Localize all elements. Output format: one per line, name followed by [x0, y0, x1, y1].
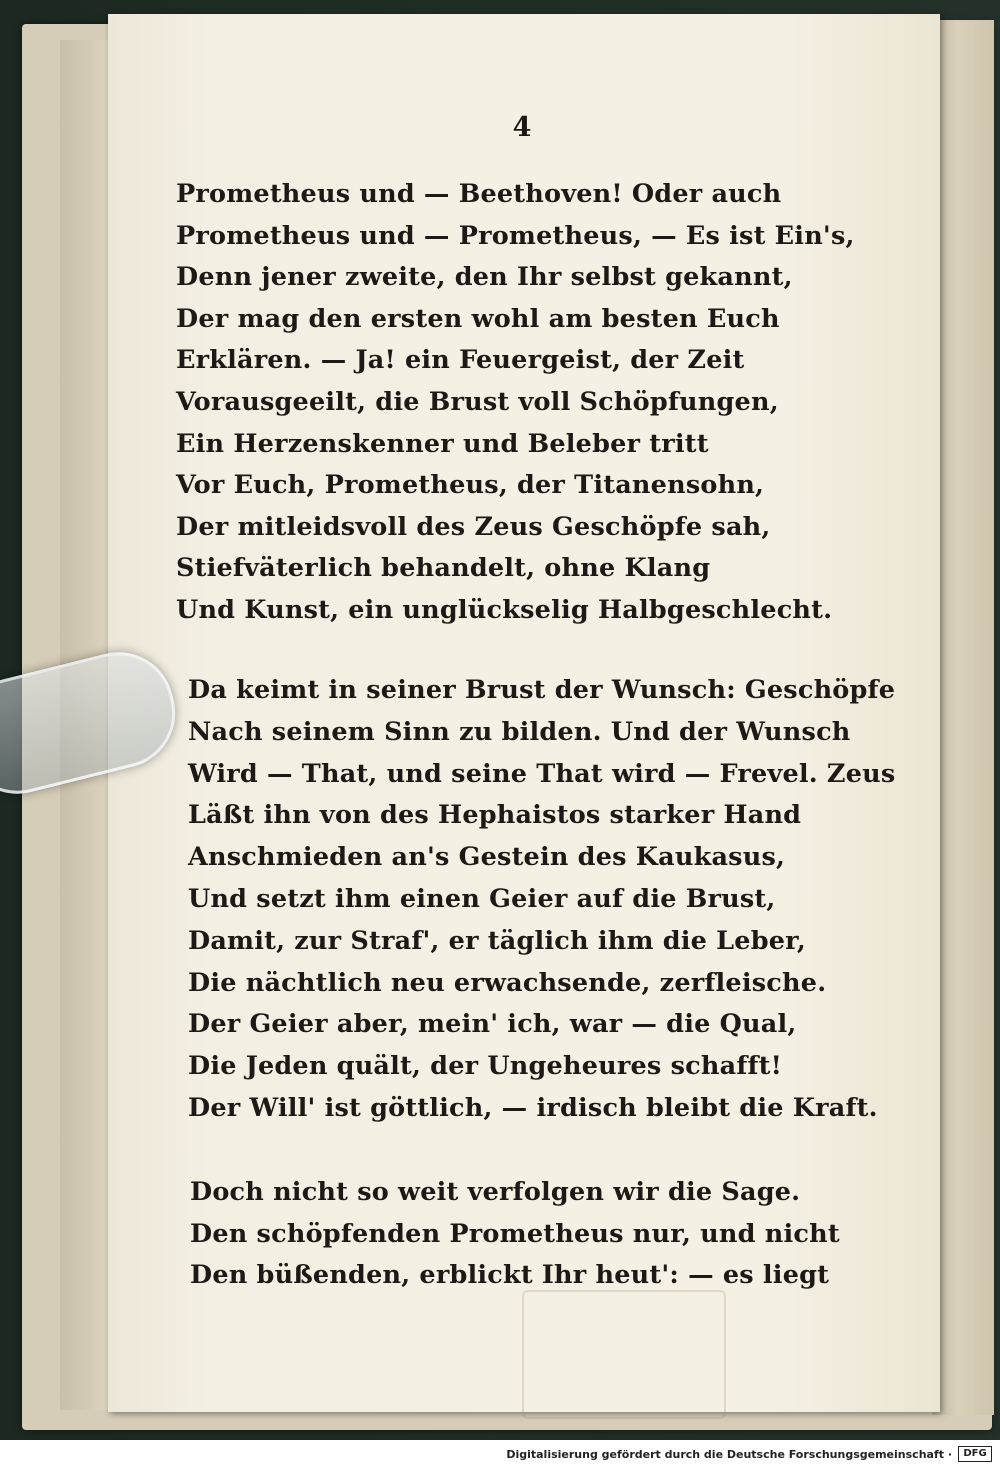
verse-line: Der mag den ersten wohl am besten Euch	[176, 303, 780, 334]
facing-leaf	[932, 20, 994, 1415]
verse-line: Stiefväterlich behandelt, ohne Klang	[176, 553, 711, 584]
verse-line: Und setzt ihm einen Geier auf die Brust,	[188, 883, 776, 914]
verse-line: Den schöpfenden Prometheus nur, und nicht	[190, 1218, 840, 1249]
verse-line: Denn jener zweite, den Ihr selbst gekannt,	[176, 262, 793, 293]
stanza-3	[190, 1172, 840, 1297]
verse-line: Und Kunst, ein unglückselig Halbgeschlecht.	[176, 594, 833, 625]
verse-line: Prometheus und — Prometheus, — Es ist Ein's,	[176, 220, 855, 251]
verse-line: Die nächtlich neu erwachsende, zerfleische.	[188, 967, 827, 998]
verse-line: Der Geier aber, mein' ich, war — die Qual,	[188, 1009, 797, 1040]
page-number: 4	[512, 112, 532, 143]
verse-line: Vorausgeeilt, die Brust voll Schöpfungen,	[176, 386, 779, 417]
stanza-2	[188, 670, 895, 1130]
verse-line: Nach seinem Sinn zu bilden. Und der Wunsch	[188, 716, 851, 747]
funding-credit: Digitalisierung gefördert durch die Deutsche Forschungsgemeinschaft ·	[506, 1448, 952, 1461]
verse-line: Wird — That, und seine That wird — Frevel. Zeus	[188, 758, 896, 789]
verse-line: Die Jeden quält, der Ungeheures schafft!	[188, 1051, 783, 1082]
verse-line: Damit, zur Straf', er täglich ihm die Leber,	[188, 925, 807, 956]
verse-line: Anschmieden an's Gestein des Kaukasus,	[188, 842, 786, 873]
verse-line: Den büßenden, erblickt Ihr heut': — es liegt	[190, 1260, 830, 1291]
dfg-logo-icon: DFG	[958, 1446, 992, 1462]
verse-line: Vor Euch, Prometheus, der Titanensohn,	[176, 470, 765, 501]
verse-line: Der mitleidsvoll des Zeus Geschöpfe sah,	[176, 511, 771, 542]
footer-bar	[0, 1440, 1000, 1468]
verse-line: Prometheus und — Beethoven! Oder auch	[176, 179, 782, 209]
verse-line: Ein Herzenskenner und Beleber tritt	[176, 428, 709, 459]
verse-line: Läßt ihn von des Hephaistos starker Hand	[188, 800, 802, 831]
verse-line: Der Will' ist göttlich, — irdisch bleibt die Kraft.	[188, 1092, 878, 1123]
verse-line: Da keimt in seiner Brust der Wunsch: Geschöpfe	[188, 675, 896, 705]
stanza-1	[176, 174, 855, 632]
verse-line: Erklären. — Ja! ein Feuergeist, der Zeit	[176, 345, 745, 376]
verse-line: Doch nicht so weit verfolgen wir die Sage.	[190, 1177, 801, 1207]
library-stamp-shadow	[522, 1290, 726, 1419]
